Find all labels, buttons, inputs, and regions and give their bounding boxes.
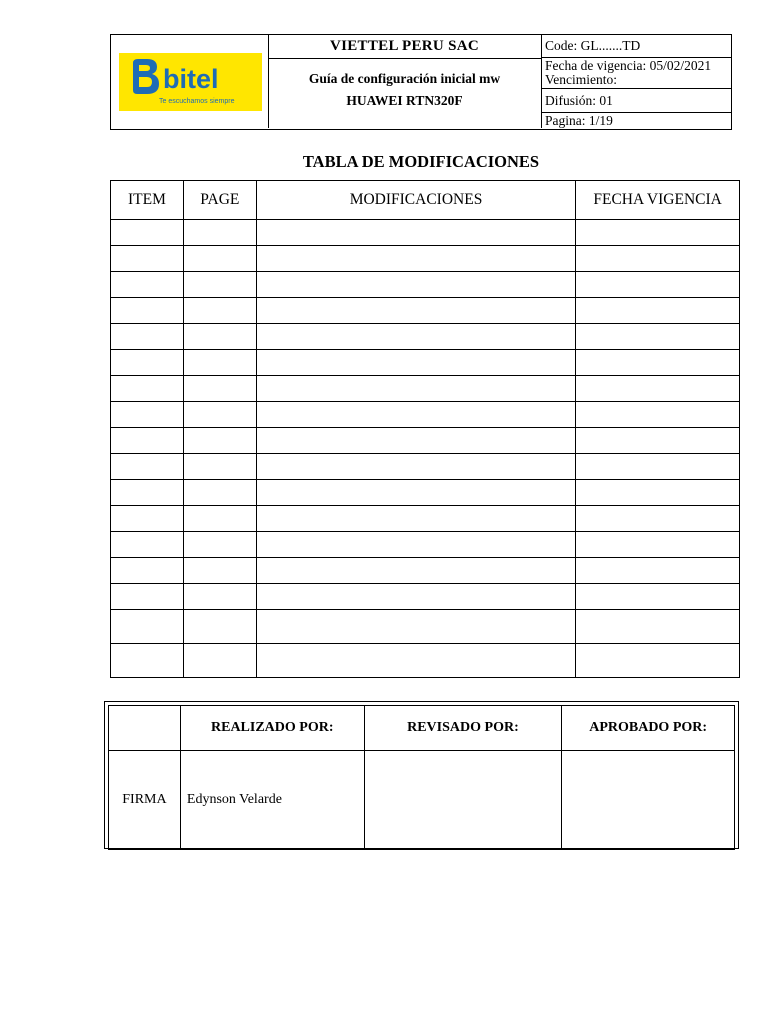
title-cell (268, 35, 542, 128)
logo-tagline-text: Te escuchamos siempre (159, 98, 235, 105)
col-header-page: PAGE (183, 181, 256, 220)
table-cell (111, 428, 184, 454)
doc-validity-dates (541, 58, 731, 89)
table-cell (111, 298, 184, 324)
table-cell (256, 506, 575, 532)
col-header-modificaciones: MODIFICACIONES (256, 181, 575, 220)
logo-brand-text: bitel (163, 64, 219, 94)
realizado-por-name: Edynson Velarde (180, 751, 364, 850)
doc-title-line1: Guía de configuración inicial mw (308, 71, 501, 86)
table-row (111, 402, 740, 428)
table-cell (111, 376, 184, 402)
table-header-row (111, 181, 740, 220)
table-cell (576, 428, 740, 454)
table-cell (256, 454, 575, 480)
table-cell (183, 272, 256, 298)
modifications-title: TABLA DE MODIFICACIONES (302, 152, 540, 171)
table-cell (256, 480, 575, 506)
table-cell (256, 402, 575, 428)
table-cell (576, 220, 740, 246)
table-cell (576, 610, 740, 644)
table-cell (256, 350, 575, 376)
bitel-logo-mark (119, 53, 262, 111)
table-cell (183, 480, 256, 506)
table-cell (576, 644, 740, 678)
doc-difusion: Difusión: 01 (541, 89, 731, 113)
col-header-item: ITEM (111, 181, 184, 220)
table-cell (183, 350, 256, 376)
table-cell (183, 532, 256, 558)
table-cell (111, 480, 184, 506)
table-row (111, 480, 740, 506)
table-cell (183, 402, 256, 428)
table-row (111, 376, 740, 402)
logo-cell (111, 35, 269, 128)
col-header-fecha-vigencia: FECHA VIGENCIA (576, 181, 740, 220)
table-row (111, 558, 740, 584)
table-row (111, 246, 740, 272)
modifications-table (110, 180, 740, 678)
table-cell (183, 298, 256, 324)
table-cell (111, 272, 184, 298)
aprobado-por-name (562, 751, 735, 850)
signature-row (109, 751, 735, 850)
table-cell (256, 610, 575, 644)
table-cell (111, 506, 184, 532)
table-cell (576, 454, 740, 480)
table-cell (256, 298, 575, 324)
table-row (111, 454, 740, 480)
table-cell (111, 532, 184, 558)
table-cell (183, 246, 256, 272)
signature-table (108, 705, 735, 850)
table-cell (576, 506, 740, 532)
table-row (111, 220, 740, 246)
company-name: VIETTEL PERU SAC (268, 35, 541, 59)
table-cell (256, 558, 575, 584)
table-cell (183, 610, 256, 644)
firma-label: FIRMA (109, 751, 181, 850)
table-cell (111, 454, 184, 480)
table-cell (576, 558, 740, 584)
table-cell (256, 220, 575, 246)
table-cell (111, 324, 184, 350)
doc-code: Code: GL.......TD (541, 35, 731, 58)
vencimiento: Vencimiento: (545, 72, 617, 87)
fecha-vigencia: Fecha de vigencia: 05/02/2021 (545, 58, 712, 73)
table-row (111, 298, 740, 324)
table-cell (576, 246, 740, 272)
table-row (111, 350, 740, 376)
table-cell (111, 402, 184, 428)
doc-title-line2: HUAWEI RTN320F (346, 93, 463, 108)
modifications-body (111, 220, 740, 678)
table-cell (183, 428, 256, 454)
table-cell (576, 376, 740, 402)
table-row (111, 610, 740, 644)
table-row (111, 532, 740, 558)
table-cell (183, 584, 256, 610)
table-cell (576, 298, 740, 324)
table-row (111, 324, 740, 350)
signature-corner-cell (109, 706, 181, 751)
table-cell (111, 350, 184, 376)
table-row (111, 428, 740, 454)
revisado-por-header: REVISADO POR: (364, 706, 562, 751)
table-cell (111, 644, 184, 678)
table-cell (111, 246, 184, 272)
table-cell (256, 376, 575, 402)
realizado-por-header: REALIZADO POR: (180, 706, 364, 751)
table-cell (576, 480, 740, 506)
table-row (111, 506, 740, 532)
table-cell (256, 644, 575, 678)
table-cell (576, 584, 740, 610)
table-cell (256, 428, 575, 454)
document-header (110, 34, 732, 130)
signature-block (104, 701, 739, 849)
table-cell (111, 584, 184, 610)
table-cell (183, 454, 256, 480)
table-cell (576, 350, 740, 376)
table-cell (256, 324, 575, 350)
table-cell (256, 532, 575, 558)
aprobado-por-header: APROBADO POR: (562, 706, 735, 751)
table-cell (183, 324, 256, 350)
doc-info-cell (541, 35, 731, 128)
table-cell (111, 610, 184, 644)
table-cell (256, 272, 575, 298)
signature-header-row (109, 706, 735, 751)
table-row (111, 584, 740, 610)
table-cell (576, 402, 740, 428)
table-cell (183, 558, 256, 584)
table-cell (183, 220, 256, 246)
table-cell (183, 506, 256, 532)
table-cell (576, 324, 740, 350)
table-cell (111, 220, 184, 246)
table-cell (183, 644, 256, 678)
revisado-por-name (364, 751, 562, 850)
doc-page: Pagina: 1/19 (545, 113, 613, 128)
table-row (111, 644, 740, 678)
table-cell (576, 272, 740, 298)
table-cell (183, 376, 256, 402)
table-cell (111, 558, 184, 584)
bitel-logo (119, 53, 262, 111)
table-cell (576, 532, 740, 558)
table-cell (256, 584, 575, 610)
table-row (111, 272, 740, 298)
table-cell (256, 246, 575, 272)
